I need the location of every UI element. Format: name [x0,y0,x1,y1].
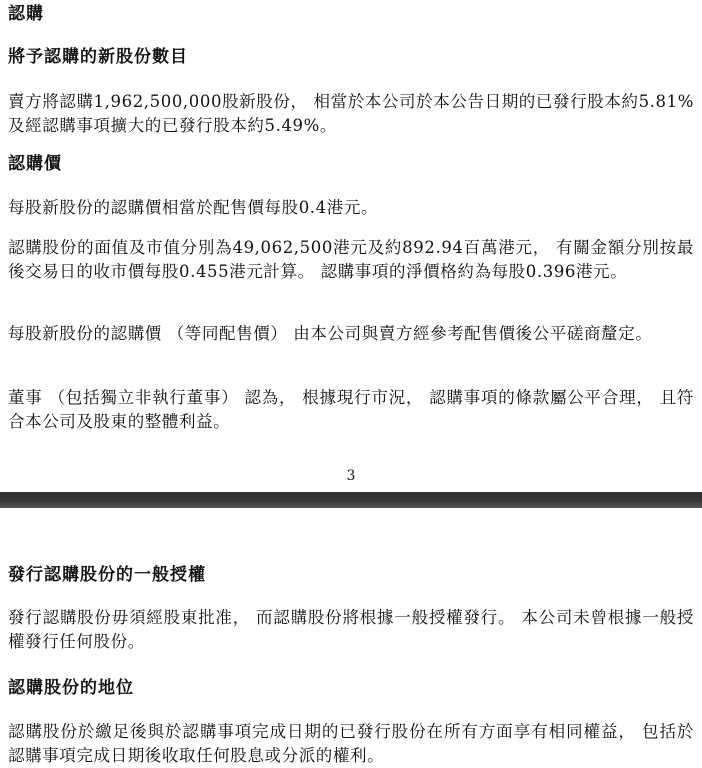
paragraph-price-4: 董事 （包括獨立非執行董事） 認為， 根據現行市況， 認購事項的條款屬公平合理， 且符合本公司及股東的整體利益。 [8,388,694,431]
paragraph-new-shares: 賣方將認購1,962,500,000股新股份， 相當於本公司於本公告日期的已發行股本約5.81%及經認購事項擴大的已發行股本約5.49%。 [8,92,694,135]
section-heading-new-shares: 將予認購的新股份數目 [8,47,188,67]
section-heading-ranking: 認購股份的地位 [8,678,134,698]
paragraph-price-3: 每股新股份的認購價 （等同配售價） 由本公司與賣方經參考配售價後公平磋商釐定。 [8,324,653,343]
page-divider [0,492,702,508]
section-heading-price: 認購價 [8,154,62,174]
paragraph-ranking: 認購股份於繳足後與於認購事項完成日期的已發行股份在所有方面享有相同權益， 包括於認購事項完成日期後收取任何股息或分派的權利。 [8,722,694,765]
paragraph-price-2: 認購股份的面值及市值分別為49,062,500港元及約892.94百萬港元， 有關金額分別按最後交易日的收市價每股0.455港元計算。 認購事項的淨價格約為每股0.396港元。 [8,238,694,281]
paragraph-general-mandate: 發行認購股份毋須經股東批准， 而認購股份將根據一般授權發行。 本公司未曾根據一般授權發行任何股份。 [8,608,694,651]
section-heading-general-mandate: 發行認購股份的一般授權 [8,565,206,585]
document-page-4 [0,508,702,768]
page-number: 3 [346,468,356,484]
paragraph-price-1: 每股新股份的認購價相當於配售價每股0.4港元。 [8,198,379,217]
section-heading-subscription: 認購 [8,4,44,24]
